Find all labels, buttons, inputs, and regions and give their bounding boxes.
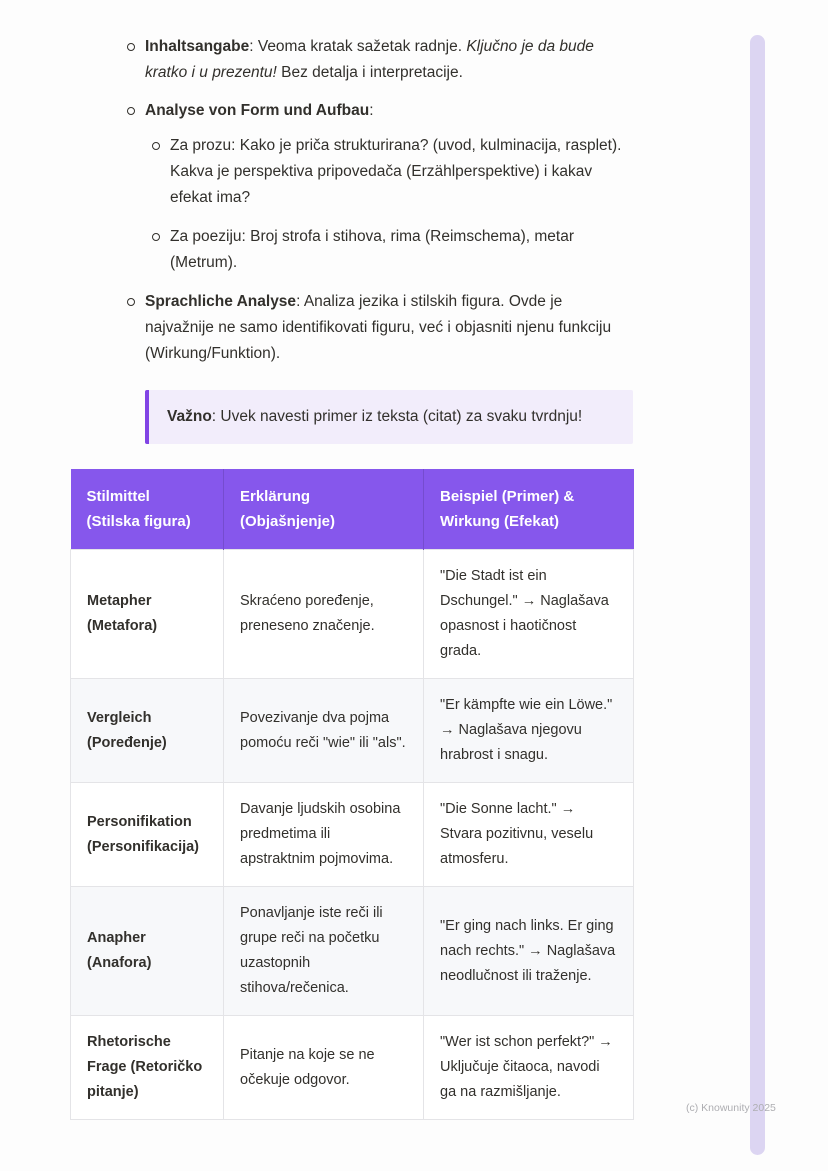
table-header-erklarung: Erklärung (Objašnjenje): [224, 469, 424, 550]
table-header-stilmittel: Stilmittel (Stilska figura): [71, 469, 224, 550]
stylistic-devices-table: [70, 469, 634, 1120]
table-cell-name: Vergleich (Poređenje): [71, 679, 224, 783]
list-item: [125, 289, 633, 367]
list-item-text: Za poeziju: Broj strofa i stihova, rima (Reimschema), metar (Metrum).: [170, 228, 574, 271]
body-text: : Analiza jezika i stilskih figura. Ovde je najvažnije ne samo identifikovati figuru, već i objasniti njenu funkciju (Wirkung/Funktion).: [145, 293, 612, 362]
table-cell-name: Anapher (Anafora): [71, 887, 224, 1016]
table-row: [71, 1016, 634, 1120]
sub-bullet-list: [150, 133, 633, 276]
bullet-icon: [127, 298, 135, 306]
list-item-text: [145, 38, 594, 81]
callout-term: Važno: [167, 408, 212, 425]
table-cell-example: "Er kämpfte wie ein Löwe." → Naglašava njegovu hrabrost i snagu.: [424, 679, 634, 783]
bullet-icon: [152, 142, 160, 150]
italic-text: Ključno je da bude kratko i u prezentu!: [145, 38, 594, 81]
list-item-text: [145, 102, 374, 119]
list-item-text: [145, 293, 611, 362]
table-row: [71, 783, 634, 887]
term-text: Analyse von Form und Aufbau: [145, 102, 370, 119]
body-text: : Veoma kratak sažetak radnje.: [249, 38, 467, 55]
bullet-icon: [127, 43, 135, 51]
list-item: [150, 224, 633, 276]
important-callout: [145, 390, 633, 444]
bullet-icon: [127, 107, 135, 115]
table-cell-example: "Er ging nach links. Er ging nach rechts." → Naglašava neodlučnost ili traženje.: [424, 887, 634, 1016]
list-item: [125, 34, 633, 86]
table-cell-example: "Wer ist schon perfekt?" → Uključuje čitaoca, navodi ga na razmišljanje.: [424, 1016, 634, 1120]
table-row: [71, 887, 634, 1016]
list-item: [125, 98, 633, 276]
term-text: Sprachliche Analyse: [145, 293, 297, 310]
table-cell-explanation: Povezivanje dva pojma pomoću reči "wie" ili "als".: [224, 679, 424, 783]
watermark-text: (c) Knowunity 2025: [686, 1102, 776, 1114]
table-cell-explanation: Ponavljanje iste reči ili grupe reči na početku uzastopnih stihova/rečenica.: [224, 887, 424, 1016]
term-text: Inhaltsangabe: [145, 38, 250, 55]
table-cell-explanation: Skraćeno poređenje, preneseno značenje.: [224, 550, 424, 679]
body-text: Bez detalja i interpretacije.: [276, 64, 463, 81]
table-header-beispiel: Beispiel (Primer) & Wirkung (Efekat): [424, 469, 634, 550]
bullet-list: [70, 34, 633, 367]
list-item: [150, 133, 633, 211]
callout-text: : Uvek navesti primer iz teksta (citat) za svaku tvrdnju!: [211, 408, 583, 425]
body-text: :: [369, 102, 374, 119]
document-content: [70, 34, 633, 1120]
table-cell-name: Metapher (Metafora): [71, 550, 224, 679]
table-cell-name: Rhetorische Frage (Retoričko pitanje): [71, 1016, 224, 1120]
table-row: [71, 550, 634, 679]
table-header-row: [71, 469, 634, 550]
table-cell-example: "Die Stadt ist ein Dschungel." → Naglašava opasnost i haotičnost grada.: [424, 550, 634, 679]
table-cell-explanation: Davanje ljudskih osobina predmetima ili apstraktnim pojmovima.: [224, 783, 424, 887]
bullet-icon: [152, 233, 160, 241]
list-item-text: Za prozu: Kako je priča strukturirana? (uvod, kulminacija, rasplet). Kakva je perspektiva pripovedača (Erzählperspektive) i kakav efekat ima?: [170, 137, 622, 206]
table-cell-name: Personifikation (Personifikacija): [71, 783, 224, 887]
table-cell-explanation: Pitanje na koje se ne očekuje odgovor.: [224, 1016, 424, 1120]
table-row: [71, 679, 634, 783]
table-cell-example: "Die Sonne lacht." → Stvara pozitivnu, veselu atmosferu.: [424, 783, 634, 887]
scrollbar-thumb[interactable]: [750, 35, 765, 1155]
